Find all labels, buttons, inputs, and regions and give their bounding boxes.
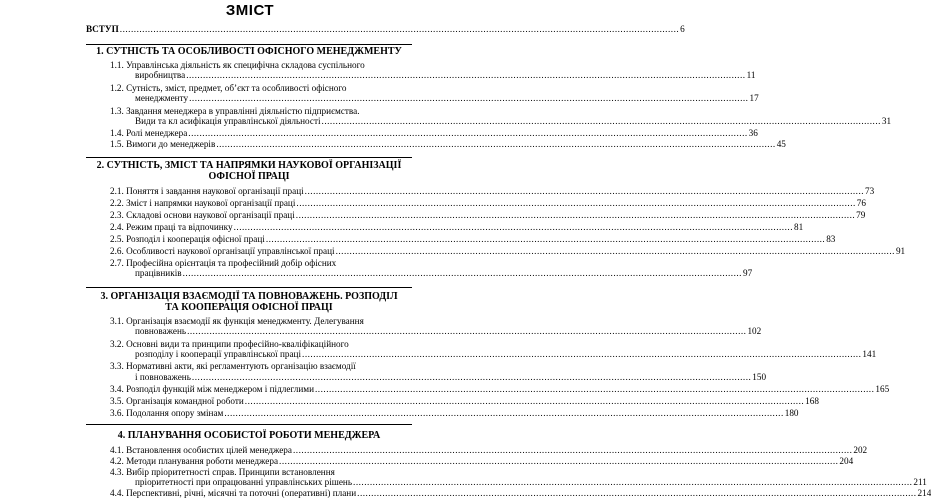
section-divider — [86, 44, 412, 45]
toc-item-3-3[interactable] — [135, 372, 767, 382]
toc-item-page: 202 — [853, 445, 868, 455]
toc-item-label: 1.5. Вимоги до менеджерів — [110, 139, 216, 149]
dot-leader — [186, 70, 745, 80]
toc-item-2-6[interactable] — [110, 246, 906, 256]
section-heading-line: 4. ПЛАНУВАННЯ ОСОБИСТОЇ РОБОТИ МЕНЕДЖЕРА — [117, 430, 381, 441]
dot-leader — [183, 268, 742, 278]
toc-item-2-3[interactable] — [110, 210, 866, 220]
toc-item-page: 81 — [793, 222, 804, 232]
section-heading — [86, 160, 412, 182]
toc-item-label: 3.4. Розподіл функцій між менеджером і підлеглими — [110, 384, 314, 394]
toc-item-page: 79 — [856, 210, 866, 220]
toc-item-4-1[interactable] — [110, 445, 868, 455]
toc-item-page: 102 — [747, 326, 762, 336]
section-divider — [86, 424, 412, 425]
toc-item-4-3-line1[interactable]: 4.3. Вибір пріоритетності справ. Принципи встановлення — [110, 467, 335, 477]
toc-item-label: Види та кл асифікація управлінської діяльності — [135, 116, 321, 126]
section-heading-line: 1. СУТНІСТЬ ТА ОСОБЛИВОСТІ ОФІСНОГО МЕНЕДЖМЕНТУ — [96, 46, 402, 57]
toc-item-2-5[interactable] — [110, 234, 836, 244]
toc-item-page: 97 — [742, 268, 753, 278]
dot-leader — [279, 456, 838, 466]
toc-item-1-2-line1[interactable]: 1.2. Сутність, зміст, предмет, об’єкт та особливості офісного — [110, 83, 347, 93]
toc-item-3-1[interactable] — [135, 326, 762, 336]
toc-item-page: 168 — [805, 396, 819, 406]
toc-item-page: 76 — [856, 198, 866, 208]
dot-leader — [187, 326, 746, 336]
toc-item-label: 1.4. Ролі менеджера — [110, 128, 188, 138]
toc-item-page: 45 — [776, 139, 786, 149]
dot-leader — [189, 93, 748, 103]
dot-leader — [322, 116, 881, 126]
toc-item-label: 2.3. Складові основи наукової організації праці — [110, 210, 295, 220]
toc-item-label: менеджменту — [135, 93, 189, 103]
toc-item-page: 141 — [862, 349, 877, 359]
toc-item-label: 2.2. Зміст і напрямки наукової організації праці — [110, 198, 296, 208]
toc-intro-label: ВСТУП — [86, 24, 119, 34]
toc-item-label: працівників — [135, 268, 182, 278]
dot-leader — [188, 128, 747, 138]
toc-item-3-3-line1[interactable]: 3.3. Нормативні акти, які регламентують організацію взаємодії — [110, 361, 356, 371]
toc-item-page: 17 — [749, 93, 759, 103]
toc-item-label: розподілу і кооперації управлінської праці — [135, 349, 302, 359]
toc-item-label: 3.6. Подолання опору змінам — [110, 408, 224, 418]
toc-item-label: пріоритетності при опрацюванні управлінських рішень — [135, 477, 353, 487]
toc-item-3-6[interactable] — [110, 408, 799, 418]
toc-item-4-4[interactable] — [110, 488, 931, 498]
section-heading — [86, 430, 412, 441]
dot-leader — [336, 246, 895, 256]
dot-leader — [234, 222, 793, 232]
dot-leader — [266, 234, 825, 244]
toc-item-page: 73 — [865, 186, 875, 196]
toc-item-3-1-line1[interactable]: 3.1. Організація взаємодії як функція менеджменту. Делегування — [110, 316, 364, 326]
dot-leader — [353, 477, 912, 487]
dot-leader — [120, 24, 679, 34]
toc-item-1-5[interactable] — [110, 139, 786, 149]
dot-leader — [296, 210, 855, 220]
toc-item-label: і повноважень — [135, 372, 191, 382]
page-title: ЗМІСТ — [225, 2, 275, 19]
toc-item-2-4[interactable] — [110, 222, 804, 232]
toc-item-page: 204 — [839, 456, 854, 466]
toc-item-label: повноважень — [135, 326, 187, 336]
toc-item-page: 83 — [826, 234, 836, 244]
dot-leader — [296, 198, 855, 208]
toc-item-1-2[interactable] — [135, 93, 759, 103]
dot-leader — [216, 139, 775, 149]
toc-item-page: 165 — [875, 384, 890, 394]
toc-item-3-2-line1[interactable]: 3.2. Основні види та принципи професійно-кваліфікаційного — [110, 339, 349, 349]
toc-item-label: 4.4. Перспективні, річні, місячні та поточні (оперативні) плани — [110, 488, 357, 498]
toc-item-page: 36 — [748, 128, 758, 138]
toc-item-1-4[interactable] — [110, 128, 758, 138]
toc-item-1-3-line1[interactable]: 1.3. Завдання менеджера в управлінні діяльністю підприємства. — [110, 106, 360, 116]
toc-item-label: 2.4. Режим праці та відпочинку — [110, 222, 233, 232]
toc-item-3-2[interactable] — [135, 349, 877, 359]
toc-intro-row[interactable] — [86, 24, 685, 34]
toc-item-1-1[interactable] — [135, 70, 756, 80]
toc-item-label: 3.5. Організація командної роботи — [110, 396, 244, 406]
toc-item-label: 2.6. Особливості наукової організації управлінської праці — [110, 246, 335, 256]
toc-item-label: 2.5. Розподіл і кооперація офісної праці — [110, 234, 265, 244]
section-heading-line: ОФІСНОЇ ПРАЦІ — [208, 171, 290, 182]
toc-item-page: 150 — [752, 372, 767, 382]
toc-item-page: 211 — [913, 477, 927, 487]
section-heading-line: 2. СУТНІСТЬ, ЗМІСТ ТА НАПРЯМКИ НАУКОВОЇ ОРГАНІЗАЦІЇ — [96, 160, 402, 171]
toc-item-2-7-line1[interactable]: 2.7. Професійна орієнтація та професійний добір офісних — [110, 258, 337, 268]
toc-item-1-3[interactable] — [135, 116, 892, 126]
section-heading-line: 3. ОРГАНІЗАЦІЯ ВЗАЄМОДІЇ ТА ПОВНОВАЖЕНЬ. РОЗПОДІЛ — [100, 291, 398, 302]
toc-intro-page: 6 — [680, 24, 685, 34]
dot-leader — [245, 396, 804, 406]
section-heading — [86, 46, 412, 57]
toc-item-page: 31 — [881, 116, 892, 126]
section-heading-line: ТА КООПЕРАЦІЯ ОФІСНОЇ ПРАЦІ — [165, 302, 333, 313]
dot-leader — [315, 384, 874, 394]
dot-leader — [357, 488, 916, 498]
toc-item-label: виробництва — [135, 70, 186, 80]
dot-leader — [293, 445, 852, 455]
toc-item-page: 11 — [746, 70, 756, 80]
toc-item-label: 4.1. Встановлення особистих цілей менеджера — [110, 445, 292, 455]
toc-item-label: 2.1. Поняття і завдання наукової організації праці — [110, 186, 304, 196]
section-heading — [86, 291, 412, 313]
section-divider — [86, 287, 412, 288]
toc-item-page: 180 — [784, 408, 799, 418]
toc-item-2-7[interactable] — [135, 268, 753, 278]
dot-leader — [224, 408, 783, 418]
dot-leader — [192, 372, 751, 382]
toc-item-2-2[interactable] — [110, 198, 866, 208]
toc-item-1-1-line1[interactable]: 1.1. Управлінська діяльність як специфічна складова суспільного — [110, 60, 365, 70]
toc-item-3-5[interactable] — [110, 396, 819, 406]
dot-leader — [305, 186, 864, 196]
toc-item-4-2[interactable] — [110, 456, 854, 466]
toc-item-3-4[interactable] — [110, 384, 890, 394]
toc-item-4-3[interactable] — [135, 477, 927, 487]
toc-item-page: 91 — [895, 246, 906, 256]
toc-item-page: 214 — [917, 488, 931, 498]
toc-item-label: 4.2. Методи планування роботи менеджера — [110, 456, 279, 466]
dot-leader — [302, 349, 861, 359]
section-divider — [86, 157, 412, 158]
toc-item-2-1[interactable] — [110, 186, 875, 196]
